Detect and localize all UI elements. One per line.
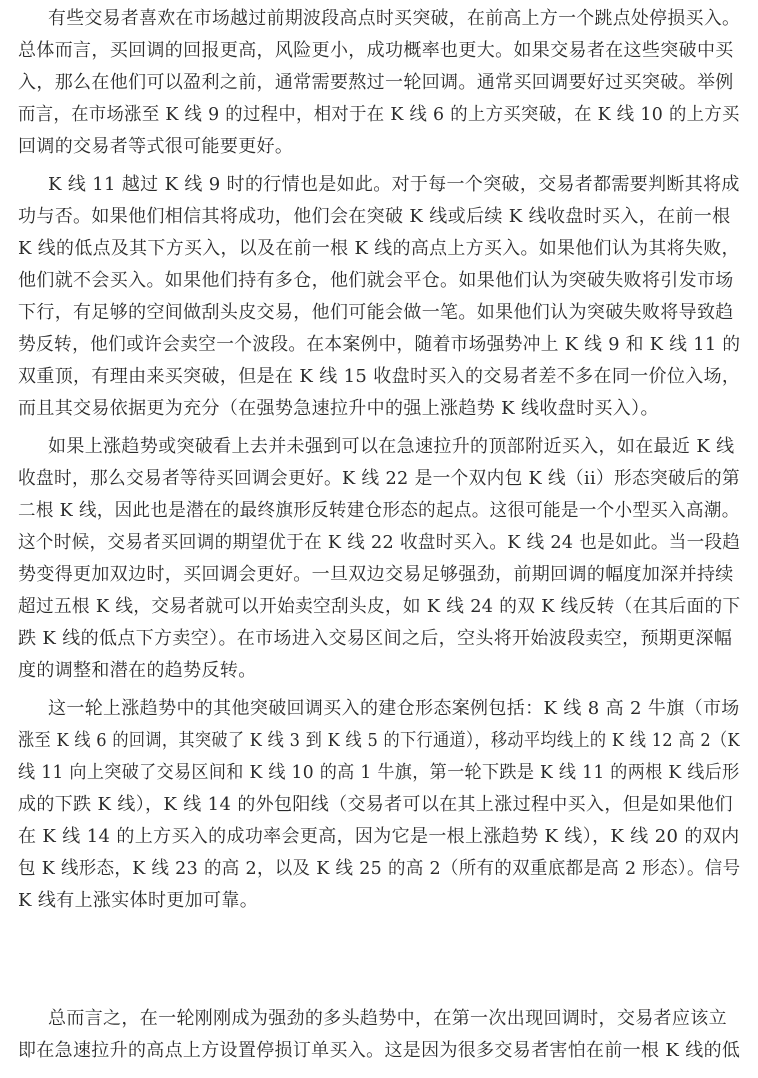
- text-line: K 线 11 越过 K 线 9 时的行情也是如此。对于每一个突破，交易者都需要判断其将成: [48, 174, 740, 195]
- text-line: 这一轮上涨趋势中的其他突破回调买入的建仓形态案例包括：K 线 8 高 2 牛旗（市场: [48, 698, 740, 719]
- text-line: 这个时候，交易者买回调的期望优于在 K 线 22 收盘时买入。K 线 24 也是如此。当一段趋: [18, 532, 741, 553]
- text-line: 如果上涨趋势或突破看上去并未强到可以在急速拉升的顶部附近买入，如在最近 K 线: [48, 436, 735, 457]
- text-line: 势反转，他们或许会卖空一个波段。在本案例中，随着市场强势冲上 K 线 9 和 K 线 11 的: [18, 334, 741, 355]
- text-line: 总而言之，在一轮刚刚成为强劲的多头趋势中，在第一次出现回调时，交易者应该立: [48, 1008, 727, 1029]
- text-line: 跌 K 线的低点下方卖空）。在市场进入交易区间之后，空头将开始波段卖空，预期更深幅: [18, 628, 733, 649]
- text-line: 有些交易者喜欢在市场越过前期波段高点时买突破，在前高上方一个跳点处停损买入。: [48, 8, 741, 29]
- text-line: 收盘时，那么交易者等待买回调会更好。K 线 22 是一个双内包 K 线（ii）形态突破后的第: [18, 468, 741, 489]
- text-line: 超过五根 K 线，交易者就可以开始卖空刮头皮，如 K 线 24 的双 K 线反转（在其后面的下: [18, 596, 741, 617]
- text-line: K 线的低点及其下方买入，以及在前一根 K 线的高点上方买入。如果他们认为其将失败，: [18, 238, 740, 259]
- text-line: 双重顶，有理由来买突破，但是在 K 线 15 收盘时买入的交易者差不多在同一价位入场，: [18, 366, 741, 387]
- text-line: 他们就不会买入。如果他们持有多仓，他们就会平仓。如果他们认为突破失败将引发市场: [18, 270, 734, 291]
- text-line: 包 K 线形态，K 线 23 的高 2，以及 K 线 25 的高 2（所有的双重底都是高 2 形态）。信号: [18, 858, 741, 879]
- text-line: K 线有上涨实体时更加可靠。: [18, 890, 259, 911]
- text-line: 下行，有足够的空间做刮头皮交易，他们可能会做一笔。如果他们认为突破失败将导致趋: [18, 302, 734, 323]
- text-line: 二根 K 线，因此也是潜在的最终旗形反转建仓形态的起点。这很可能是一个小型买入高潮。: [18, 500, 740, 521]
- text-line: 总体而言，买回调的回报更高，风险更小，成功概率也更大。如果交易者在这些突破中买: [18, 40, 734, 61]
- text-line: 线 11 向上突破了交易区间和 K 线 10 的高 1 牛旗，第一轮下跌是 K 线 11 的两根 K 线后形: [18, 762, 740, 783]
- text-line: 在 K 线 14 的上方买入的成功率会更高，因为它是一根上涨趋势 K 线），K 线 20 的双内: [18, 826, 740, 847]
- text-line: 涨至 K 线 6 的回调，其突破了 K 线 3 到 K 线 5 的下行通道），移动平均线上的 K 线 12 高 2（K: [18, 730, 740, 751]
- text-line: 成的下跌 K 线），K 线 14 的外包阳线（交易者可以在其上涨过程中买入，但是如果他们: [18, 794, 733, 815]
- text-line: 度的调整和潜在的趋势反转。: [18, 660, 257, 681]
- text-line: 而且其交易依据更为充分（在强势急速拉升中的强上涨趋势 K 线收盘时买入）。: [18, 398, 659, 419]
- text-line: 即在急速拉升的高点上方设置停损订单买入。这是因为很多交易者害怕在前一根 K 线的低: [18, 1040, 741, 1061]
- text-line: 势变得更加双边时，买回调会更好。一旦双边交易足够强劲，前期回调的幅度加深并持续: [18, 564, 734, 585]
- text-line: 回调的交易者等式很可能要更好。: [18, 136, 294, 157]
- text-line: 入，那么在他们可以盈利之前，通常需要熬过一轮回调。通常买回调要好过买突破。举例: [18, 72, 734, 93]
- text-line: 而言，在市场涨至 K 线 9 的过程中，相对于在 K 线 6 的上方买突破，在 K 线 10 的上方买: [18, 104, 740, 125]
- text-line: 功与否。如果他们相信其将成功，他们会在突破 K 线或后续 K 线收盘时买入，在前一根: [18, 206, 731, 227]
